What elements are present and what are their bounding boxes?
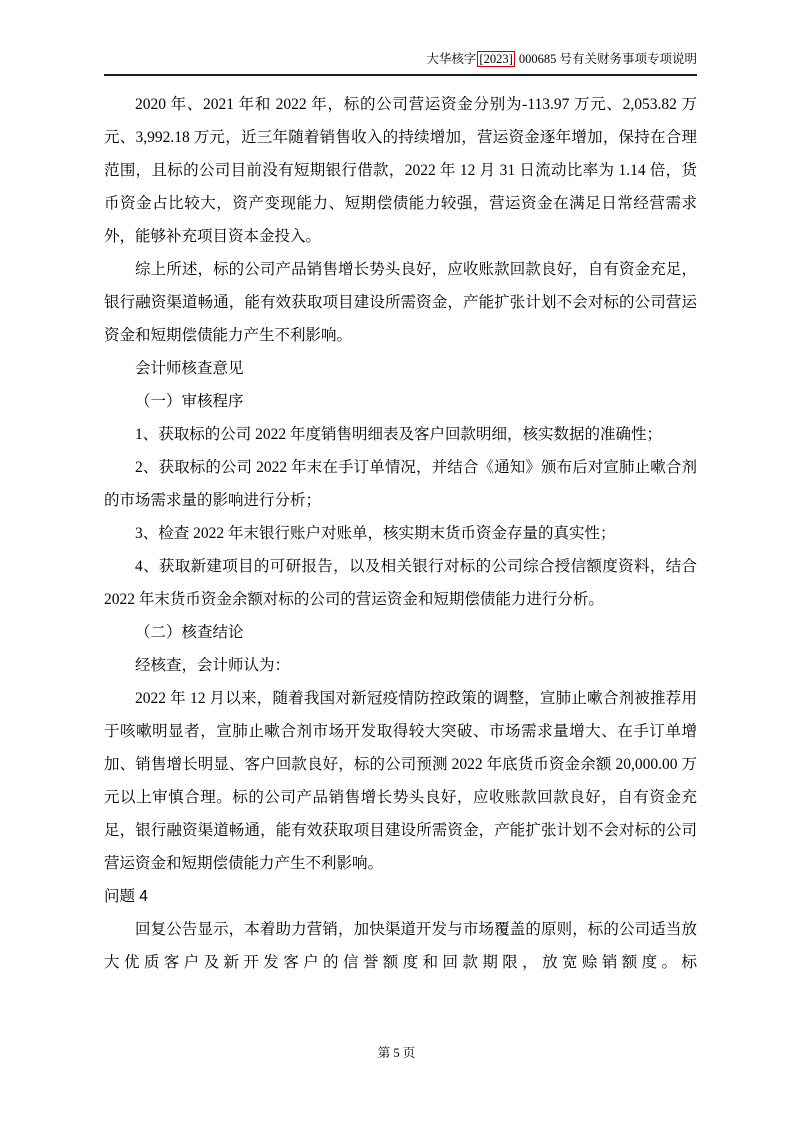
procedure-item-1: 1、获取标的公司 2022 年度销售明细表及客户回款明细，核实数据的准确性； [135,426,663,443]
header-text [426,52,697,66]
heading-audit-procedure: （一）审核程序 [135,393,244,410]
paragraph-conclusion: 2022 年 12 月以来，随着我国对新冠疫情防控政策的调整，宣肺止嗽合剂被推荐用于咳嗽明显者，宣肺止嗽合剂市场开发取得较大突破、市场需求量增大、在手订单增加、销售增长明显、客户回款良好，标的公司预测 2022 年底货币资金余额 20,000.00 万元以上审慎合理。标的公司产品销售增长势头良好，应收账款回款良好，自有资金充足，银行融资渠道畅通，能有效获取项目建设所需资金，产能扩张计划不会对标的公司营运资金和短期偿债能力产生不利影响。 [104,690,697,872]
page-footer [0,1044,793,1062]
heading-accountant-opinion: 会计师核查意见 [135,360,244,377]
paragraph-after-review: 经核查，会计师认为： [135,657,291,674]
heading-conclusion: （二）核查结论 [135,624,244,641]
procedure-item-4: 4、获取新建项目的可研报告，以及相关银行对标的公司综合授信额度资料，结合 2022 年末货币资金余额对标的公司的营运资金和短期偿债能力进行分析。 [104,558,697,608]
page-header [104,50,697,76]
header-prefix: 大华核字 [426,52,477,66]
procedure-item-2: 2、获取标的公司 2022 年末在手订单情况，并结合《通知》颁布后对宣肺止嗽合剂的市场需求量的影响进行分析； [104,459,697,509]
header-suffix: 000685 号有关财务事项专项说明 [515,52,697,66]
paragraph-working-capital: 2020 年、2021 年和 2022 年，标的公司营运资金分别为-113.97 万元、2,053.82 万元、3,992.18 万元，近三年随着销售收入的持续增加，营运资金逐年增加，保持在合理范围，且标的公司目前没有短期银行借款，2022 年 12 月 31 日流动比率为 1.14 倍，货币资金占比较大，资产变现能力、短期偿债能力较强，营运资金在满足日常经营需求外，能够补充项目资本金投入。 [104,96,697,245]
seal-number-box: [2023] [479,52,513,66]
heading-question-4: 问题 4 [104,888,148,905]
paragraph-question-4: 回复公告显示，本着助力营销，加快渠道开发与市场覆盖的原则，标的公司适当放大优质客户及新开发客户的信誉额度和回款期限，放宽赊销额度。标 [104,921,697,971]
document-body [104,88,697,979]
paragraph-summary: 综上所述，标的公司产品销售增长势头良好，应收账款回款良好，自有资金充足，银行融资渠道畅通，能有效获取项目建设所需资金，产能扩张计划不会对标的公司营运资金和短期偿债能力产生不利影响。 [104,261,697,344]
procedure-item-3: 3、检查 2022 年末银行账户对账单，核实期末货币资金存量的真实性； [135,525,616,542]
page-number: 第 5 页 [377,1046,416,1060]
